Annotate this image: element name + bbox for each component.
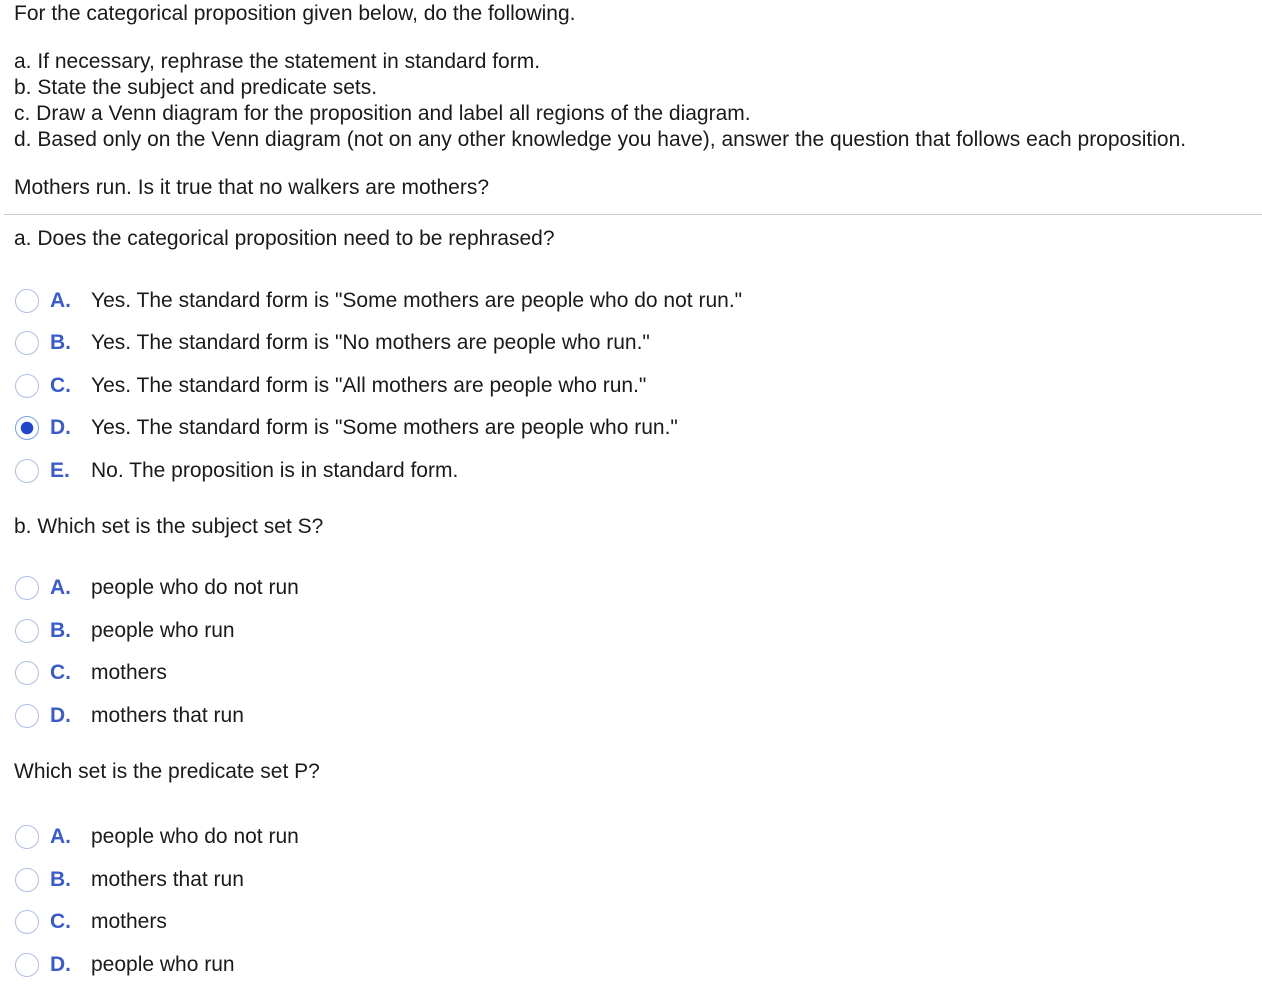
option-letter: B. [50, 868, 71, 891]
radio-unchecked-icon[interactable] [15, 374, 39, 398]
option-letter: B. [50, 619, 71, 642]
option-letter: A. [50, 825, 71, 848]
option-letter: C. [50, 374, 71, 397]
radio-unchecked-icon[interactable] [15, 661, 39, 685]
option-letter: D. [50, 953, 71, 976]
question-b-prompt: b. Which set is the subject set S? [14, 515, 324, 538]
option-text: people who do not run [91, 576, 299, 599]
option-letter: D. [50, 416, 71, 439]
radio-unchecked-icon[interactable] [15, 825, 39, 849]
option-text: mothers that run [91, 704, 244, 727]
q1-option-e[interactable] [14, 456, 458, 486]
radio-checked-icon[interactable] [15, 416, 39, 440]
option-text: mothers that run [91, 868, 244, 891]
section-divider [4, 214, 1262, 215]
radio-unchecked-icon[interactable] [15, 619, 39, 643]
option-text: Yes. The standard form is "No mothers are people who run." [91, 331, 650, 354]
q1-option-b[interactable] [14, 328, 650, 358]
radio-unchecked-icon[interactable] [15, 910, 39, 934]
option-text: mothers [91, 661, 167, 684]
proposition-text: Mothers run. Is it true that no walkers are mothers? [14, 176, 490, 199]
radio-unchecked-icon[interactable] [15, 331, 39, 355]
option-text: Yes. The standard form is "All mothers are people who run." [91, 374, 647, 397]
radio-unchecked-icon[interactable] [15, 704, 39, 728]
question-a-prompt: a. Does the categorical proposition need to be rephrased? [14, 227, 555, 250]
q2-option-c[interactable] [14, 658, 167, 688]
option-letter: E. [50, 459, 70, 482]
q2-option-b[interactable] [14, 616, 235, 646]
instruction-step-c: c. Draw a Venn diagram for the proposition and label all regions of the diagram. [14, 102, 751, 125]
instructions [14, 1, 1186, 201]
q3-option-a[interactable] [14, 822, 299, 852]
option-letter: A. [50, 289, 71, 312]
option-letter: B. [50, 331, 71, 354]
radio-unchecked-icon[interactable] [15, 576, 39, 600]
option-letter: D. [50, 704, 71, 727]
q2-option-a[interactable] [14, 573, 299, 603]
option-letter: A. [50, 576, 71, 599]
q1-option-c[interactable] [14, 371, 646, 401]
instruction-step-b: b. State the subject and predicate sets. [14, 76, 378, 99]
option-text: No. The proposition is in standard form. [91, 459, 459, 482]
q3-option-b[interactable] [14, 865, 244, 895]
option-text: people who do not run [91, 825, 299, 848]
q1-option-d[interactable] [14, 413, 678, 443]
instruction-step-a: a. If necessary, rephrase the statement in standard form. [14, 50, 541, 73]
instruction-step-d: d. Based only on the Venn diagram (not on any other knowledge you have), answer the question that follows each proposition. [14, 128, 1187, 151]
radio-unchecked-icon[interactable] [15, 953, 39, 977]
option-text: mothers [91, 910, 167, 933]
option-letter: C. [50, 661, 71, 684]
radio-unchecked-icon[interactable] [15, 289, 39, 313]
question-predicate-prompt: Which set is the predicate set P? [14, 760, 320, 783]
option-letter: C. [50, 910, 71, 933]
option-text: people who run [91, 953, 235, 976]
instructions-heading: For the categorical proposition given below, do the following. [14, 2, 576, 25]
option-text: Yes. The standard form is "Some mothers are people who do not run." [91, 289, 743, 312]
radio-unchecked-icon[interactable] [15, 459, 39, 483]
q2-option-d[interactable] [14, 701, 244, 731]
q3-option-c[interactable] [14, 907, 167, 937]
option-text: Yes. The standard form is "Some mothers are people who run." [91, 416, 678, 439]
q1-option-a[interactable] [14, 286, 742, 316]
option-text: people who run [91, 619, 235, 642]
radio-unchecked-icon[interactable] [15, 868, 39, 892]
q3-option-d[interactable] [14, 950, 235, 980]
